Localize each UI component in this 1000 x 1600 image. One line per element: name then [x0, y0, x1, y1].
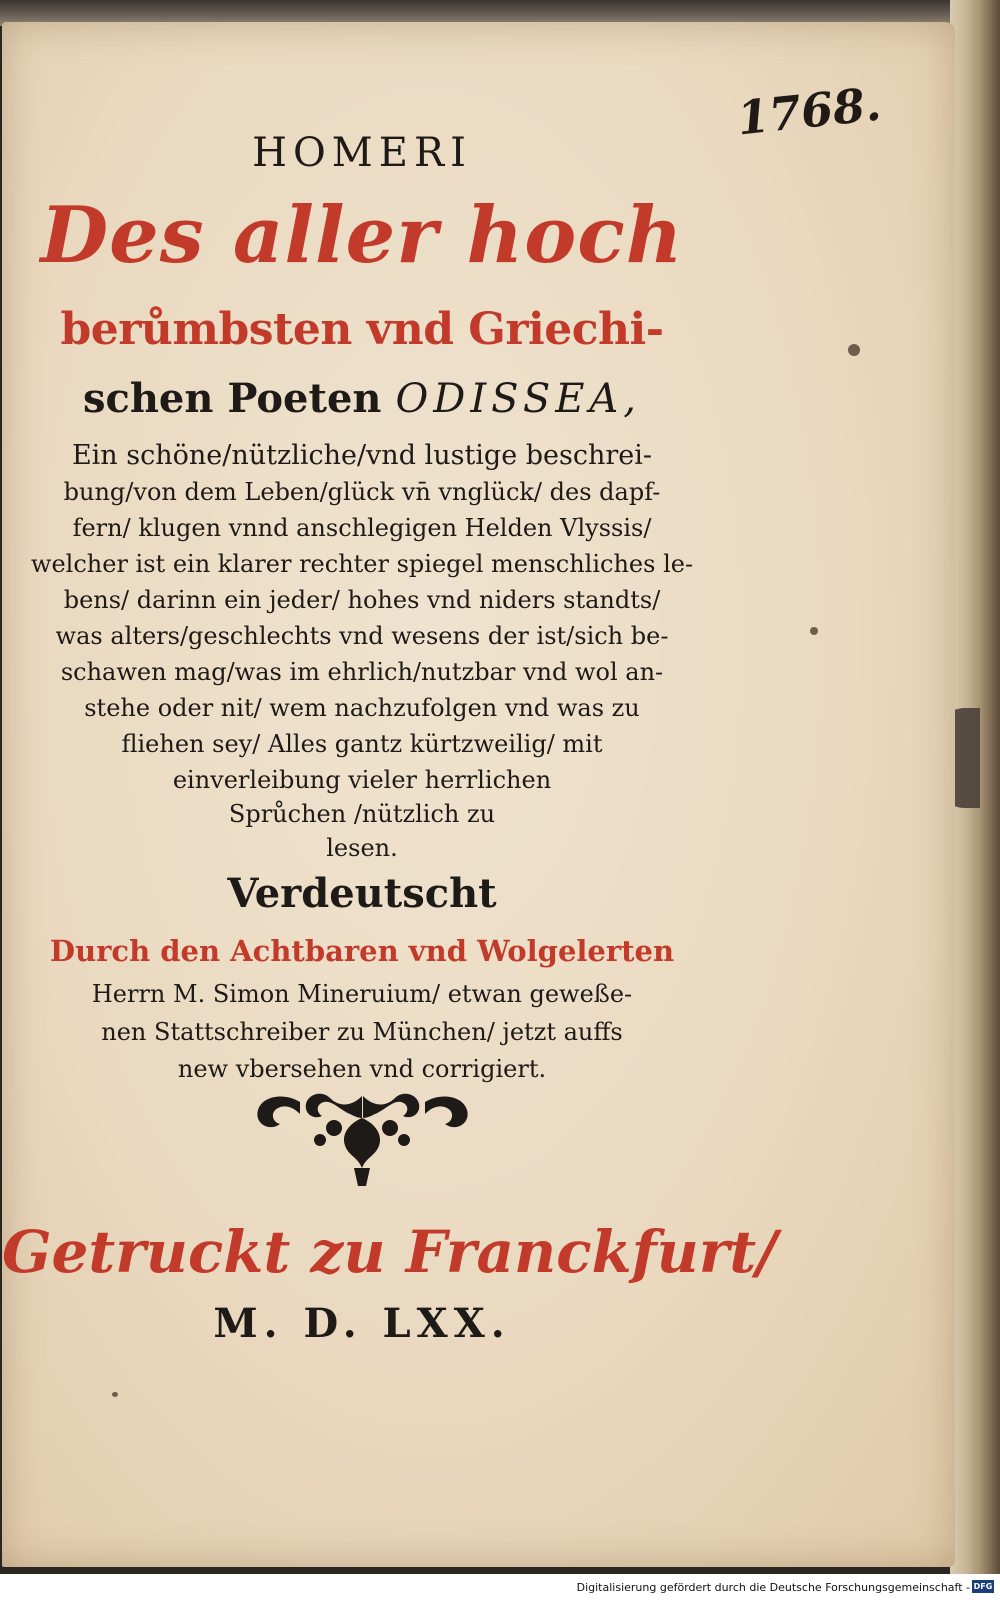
paper-stain: [848, 344, 860, 356]
work-title: ODISSEA,: [395, 376, 642, 422]
title-black-line: [2, 375, 722, 422]
title-red-line-1: Des aller hoch: [40, 190, 684, 281]
description-line: Sprůchen /nützlich zu: [228, 800, 496, 828]
description-line: einverleibung vieler herrlichen: [172, 766, 552, 794]
description-line: schawen mag/was im ehrlich/nutzbar vnd wol an-: [60, 658, 664, 686]
title-red-line-2: berůmbsten vnd Griechi-: [60, 304, 664, 355]
description-line: bens/ darinn ein jeder/ hohes vnd niders standts/: [63, 586, 661, 614]
description-line: welcher ist ein klarer rechter spiegel menschliches le-: [30, 550, 694, 578]
description-line: bung/von dem Leben/glück vn̄ vnglück/ des dapf-: [63, 478, 661, 506]
translated-heading: Verdeutscht: [227, 870, 497, 917]
funding-credit: Digitalisierung gefördert durch die Deutsche Forschungsgemeinschaft -: [576, 1581, 970, 1594]
dfg-logo-icon: DFG: [973, 1582, 993, 1591]
description-line: lesen.: [326, 834, 398, 862]
paper-stain: [112, 1392, 118, 1397]
translator-line: Herrn M. Simon Mineruium/ etwan geweße-: [91, 980, 633, 1008]
handwritten-shelfmark: 1768.: [734, 76, 884, 146]
description-line: was alters/geschlechts vnd wesens der ist/sich be-: [55, 622, 669, 650]
translator-line: new vbersehen vnd corrigiert.: [177, 1055, 547, 1083]
author-heading: HOMERI: [252, 130, 472, 176]
description-line: fern/ klugen vnnd anschlegigen Helden Vlyssis/: [72, 514, 652, 542]
description-line: stehe oder nit/ wem nachzufolgen vnd was zu: [84, 694, 640, 722]
description-line: Ein schöne/nützliche/vnd lustige beschrei-: [71, 440, 653, 471]
translator-line: nen Stattschreiber zu München/ jetzt auffs: [101, 1018, 623, 1046]
title-prefix: schen Poeten: [82, 375, 382, 422]
imprint-year: M. D. LXX.: [213, 1300, 511, 1347]
floral-ornament-icon: [250, 1088, 475, 1188]
paper-stain: [810, 627, 818, 635]
description-line: fliehen sey/ Alles gantz kürtzweilig/ mit: [121, 730, 603, 758]
imprint-place: Getruckt zu Franckfurt/: [2, 1218, 778, 1286]
title-page: [2, 22, 955, 1567]
translator-intro: Durch den Achtbaren vnd Wolgelerten: [49, 934, 675, 968]
